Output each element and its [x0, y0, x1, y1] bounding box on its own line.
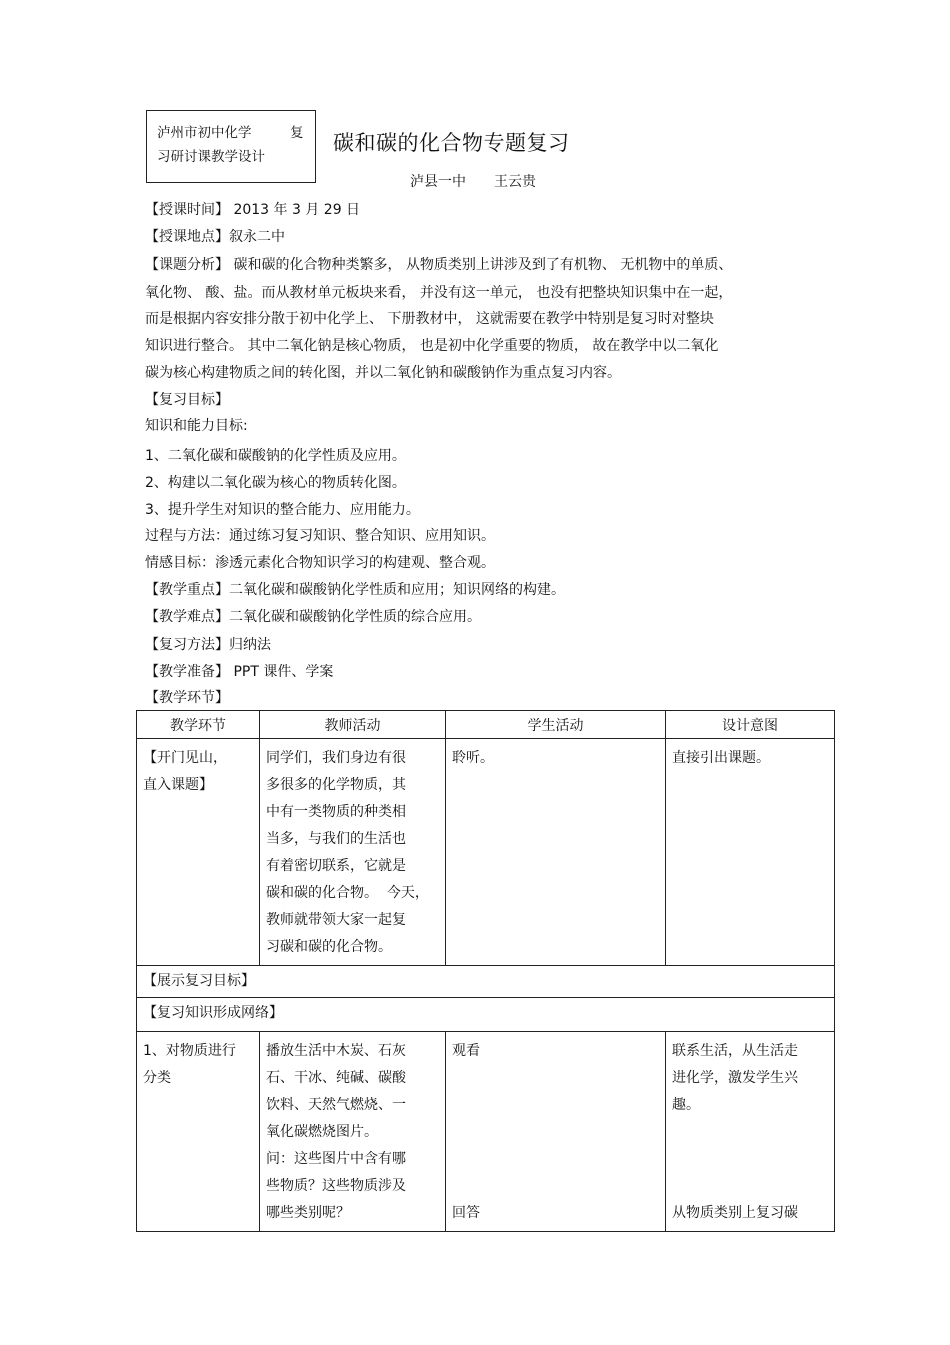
goal-item: 3、提升学生对知识的整合能力、应用能力。 — [145, 502, 420, 518]
header-line-1: 泸州市初中化学 — [157, 125, 252, 141]
difficulty: 【教学难点】二氧化碳和碳酸钠化学性质的综合应用。 — [145, 609, 481, 625]
goal-item: 1、二氧化碳和碳酸钠的化学性质及应用。 — [145, 448, 406, 464]
intent-cell-life: 联系生活，从生活走 进化学，激发学生兴 趣。 — [672, 1043, 798, 1113]
student-cell-answer: 回答 — [452, 1205, 480, 1221]
goals-heading: 【复习目标】 — [145, 392, 229, 408]
lesson-time: 【授课时间】 2013 年 3 月 29 日 — [145, 202, 361, 218]
key-point: 【教学重点】二氧化碳和碳酸钠化学性质和应用；知识网络的构建。 — [145, 582, 565, 598]
review-method: 【复习方法】归纳法 — [145, 637, 271, 653]
author-name: 王云贵 — [494, 174, 536, 190]
goal-process: 过程与方法：通过练习复习知识、整合知识、应用知识。 — [145, 528, 495, 544]
section-row — [137, 966, 835, 998]
intent-cell-category: 从物质类别上复习碳 — [672, 1205, 798, 1221]
analysis-line: 氧化物、 酸、盐。而从教材单元板块来看， 并没有这一单元， 也没有把整块知识集中在一起， — [145, 285, 733, 301]
teacher-cell: 同学们，我们身边有很 多很多的化学物质，其 中有一类物质的种类相 当多，与我们的生活也 有着密切联系，它就是 碳和碳的化合物。 今天， 教师就带领大家一起复 习碳和碳的化合物。 — [266, 750, 429, 955]
table-header-row — [137, 711, 835, 739]
section-goals: 【展示复习目标】 — [143, 973, 255, 989]
header-box — [146, 110, 316, 183]
header-student: 学生活动 — [446, 711, 666, 739]
header-intent: 设计意图 — [666, 711, 835, 739]
section-network: 【复习知识形成网络】 — [143, 1005, 283, 1021]
analysis-line: 【课题分析】 碳和碳的化合物种类繁多， 从物质类别上讲涉及到了有机物、 无机物中的单质、 — [145, 257, 733, 273]
goal-emotion: 情感目标：渗透元素化合物知识学习的构建观、整合观。 — [145, 555, 495, 571]
goals-subheading: 知识和能力目标: — [145, 418, 248, 434]
table-row — [137, 1032, 835, 1232]
section-row — [137, 998, 835, 1032]
stage-cell: 1、对物质进行 分类 — [143, 1043, 236, 1086]
table-row — [137, 739, 835, 966]
lesson-place: 【授课地点】叙永二中 — [145, 229, 285, 245]
teacher-cell: 播放生活中木炭、石灰 石、干冰、纯碱、碳酸 饮料、天然气燃烧、一 氧化碳燃烧图片。 问：这些图片中含有哪 些物质？这些物质涉及 哪些类别呢？ — [266, 1043, 406, 1221]
intent-cell: 直接引出课题。 — [672, 750, 770, 766]
analysis-line: 知识进行整合。 其中二氧化钠是核心物质， 也是初中化学重要的物质， 故在教学中以二氧化 — [145, 338, 719, 354]
header-stage: 教学环节 — [137, 711, 260, 739]
analysis-line: 碳为核心构建物质之间的转化图，并以二氧化钠和碳酸钠作为重点复习内容。 — [145, 365, 621, 381]
preparation: 【教学准备】 PPT 课件、学案 — [145, 664, 334, 680]
header-line-2: 习研讨课教学设计 — [157, 149, 265, 165]
header-line-1b: 复 — [290, 125, 304, 141]
author-school: 泸县一中 — [410, 174, 466, 190]
steps-heading: 【教学环节】 — [145, 690, 229, 706]
stage-cell: 【开门见山， 直入课题】 — [143, 750, 227, 793]
lesson-table — [136, 710, 835, 1232]
student-cell: 聆听。 — [452, 750, 494, 766]
analysis-line: 而是根据内容安排分散于初中化学上、 下册教材中， 这就需要在教学中特别是复习时对整块 — [145, 311, 714, 327]
page-title: 碳和碳的化合物专题复习 — [333, 131, 570, 155]
header-teacher: 教师活动 — [260, 711, 446, 739]
goal-item: 2、构建以二氧化碳为核心的物质转化图。 — [145, 475, 406, 491]
student-cell-watch: 观看 — [452, 1043, 480, 1059]
